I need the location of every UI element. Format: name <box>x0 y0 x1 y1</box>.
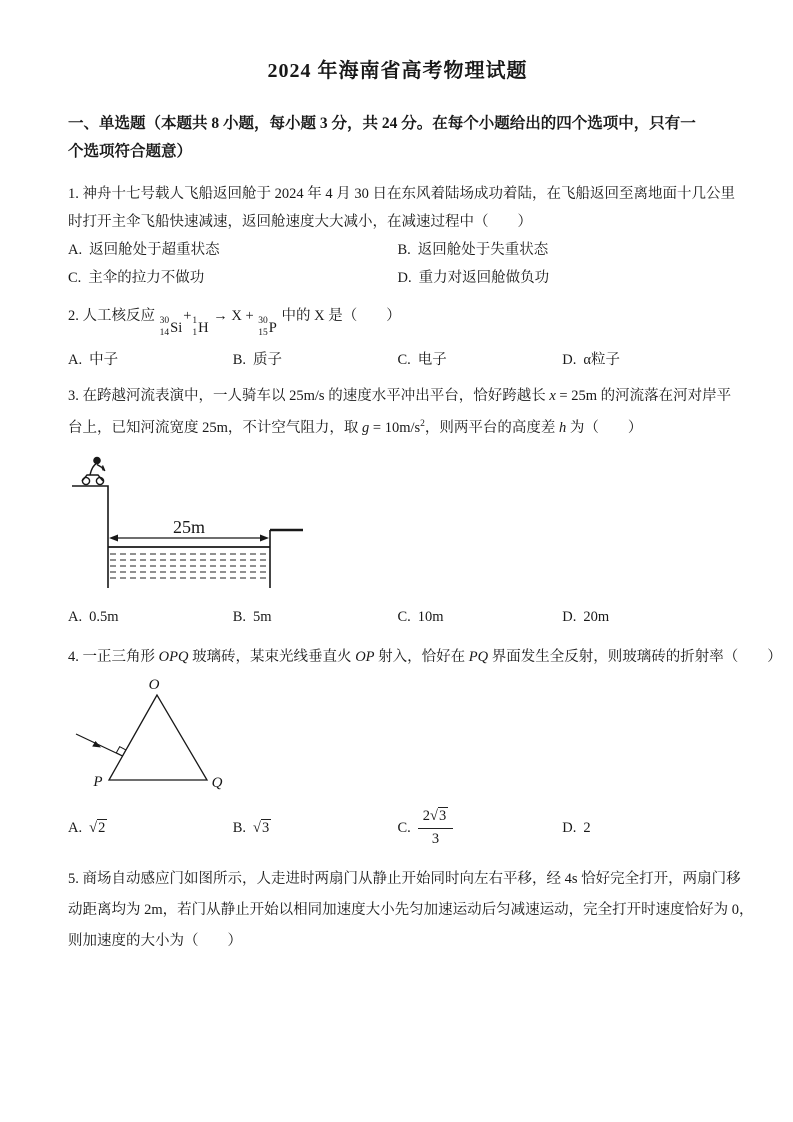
span-length-label: 25m <box>172 517 206 538</box>
question-2 <box>68 302 727 374</box>
q3-option-a <box>68 603 233 631</box>
light-ray-arrow <box>76 734 123 756</box>
option-text: 20m <box>583 609 610 626</box>
option-label: C. <box>397 609 411 626</box>
q2-option-b <box>233 346 398 374</box>
option-label: B. <box>232 351 247 368</box>
section-heading <box>68 110 727 166</box>
question-3-line: 3. 在跨越河流表演中，一人骑车以 25m/s 的速度水平冲出平台，恰好跨越长 x = 25m 的河流落在河对岸平 <box>68 387 732 404</box>
question-2-options-row <box>68 346 727 374</box>
q4-option-a <box>68 814 233 842</box>
option-label: D. <box>562 609 577 626</box>
question-1-line: 1. 神舟十七号载人飞船返回舱于 2024 年 4 月 30 日在东风着陆场成功着陆，在飞船返回至离地面十几公里 <box>68 186 735 202</box>
option-text: 重力对返回舱做负功 <box>418 270 550 286</box>
option-text: 中子 <box>89 351 119 368</box>
question-4 <box>68 643 782 854</box>
question-4-options-row <box>68 802 727 854</box>
question-1-options-row <box>68 236 727 264</box>
question-1-options-row <box>68 264 727 292</box>
triangle-outline <box>109 695 207 780</box>
motorcycle-rider-icon <box>82 458 105 485</box>
option-label: A. <box>68 242 83 258</box>
option-text: 5m <box>253 609 272 626</box>
q4-option-d <box>562 814 727 842</box>
option-label: A. <box>68 609 83 626</box>
question-3-line: 台上，已知河流宽度 25m，不计空气阻力，取 $g = 10m/s^2$，则两平台的高度差 h 为（ ） <box>68 418 643 436</box>
option-label: C. <box>68 270 82 286</box>
page-title: 2024 年海南省高考物理试题 <box>267 60 528 82</box>
question-1-line: 时打开主伞飞船快速减速，返回舱速度大大减小，在减速过程中（ ） <box>68 214 532 230</box>
vertex-label-q: Q <box>211 775 223 792</box>
river-water-dashes <box>110 554 268 578</box>
q1-option-c <box>68 264 398 292</box>
option-label: C. <box>397 351 411 368</box>
question-3 <box>68 382 732 632</box>
glass-prism-diagram <box>68 675 248 800</box>
option-text: √2 <box>89 820 106 837</box>
option-label: B. <box>232 820 247 837</box>
question-4-line: 4. 一正三角形 OPQ 玻璃砖，某束光线垂直火 OP 射入，恰好在 PQ 界面发生全反射，则玻璃砖的折射率（ ） <box>68 649 782 666</box>
river-jump-diagram <box>70 451 310 601</box>
option-text: α粒子 <box>583 351 620 368</box>
question-1 <box>68 180 735 292</box>
question-5 <box>68 864 754 957</box>
section-heading-line: 一、单选题（本题共 8 小题，每小题 3 分，共 24 分。在每个小题给出的四个选项中，只有一 <box>68 115 696 132</box>
q3-option-b <box>233 603 398 631</box>
option-text: 0.5m <box>89 609 119 626</box>
q1-option-a <box>68 236 398 264</box>
option-text: 返回舱处于失重状态 <box>417 242 549 258</box>
option-label: A. <box>68 820 83 837</box>
q1-option-d <box>398 264 728 292</box>
option-label: A. <box>68 351 83 368</box>
question-3-options-row <box>68 603 727 631</box>
option-text: √3 <box>253 820 270 837</box>
vertex-label-o: O <box>148 677 160 694</box>
option-label: C. <box>397 820 411 837</box>
question-2-line: 2. 人工核反应 30 14 Si + 1 1 H → X + 30 15 P 中的 X 是（ ） <box>68 308 401 338</box>
option-label: D. <box>562 351 577 368</box>
q4-option-c <box>398 807 563 849</box>
left-platform-line <box>72 486 108 588</box>
question-5-line: 则加速度的大小为（ ） <box>68 933 242 950</box>
q3-option-d <box>562 603 727 631</box>
section-heading-line: 个选项符合题意） <box>68 143 193 160</box>
q2-option-c <box>398 346 563 374</box>
q4-option-b <box>233 814 398 842</box>
question-5-line: 5. 商场自动感应门如图所示，人走进时两扇门从静止开始同时向左右平移，经 4s 恰好完全打开，两扇门移 <box>68 871 741 888</box>
option-label: B. <box>397 242 411 258</box>
option-text: 10m <box>417 609 444 626</box>
option-label: D. <box>562 820 577 837</box>
option-text: 主伞的拉力不做功 <box>88 270 205 286</box>
question-5-line: 动距离均为 2m，若门从静止开始以相同加速度大小先匀加速运动后匀减速运动，完全打开时速度恰好为 0， <box>68 902 754 919</box>
option-text: 2 <box>583 820 591 837</box>
option-label: D. <box>397 270 412 286</box>
q3-option-c <box>398 603 563 631</box>
option-text: 返回舱处于超重状态 <box>89 242 220 258</box>
q1-option-b <box>398 236 728 264</box>
option-text: 电子 <box>417 351 447 368</box>
q2-option-d <box>562 346 727 374</box>
option-text: $\frac{2√3}{3}$ <box>418 807 453 849</box>
option-label: B. <box>232 609 247 626</box>
q2-option-a <box>68 346 233 374</box>
option-text: 质子 <box>253 351 283 368</box>
vertex-label-p: P <box>93 774 103 791</box>
